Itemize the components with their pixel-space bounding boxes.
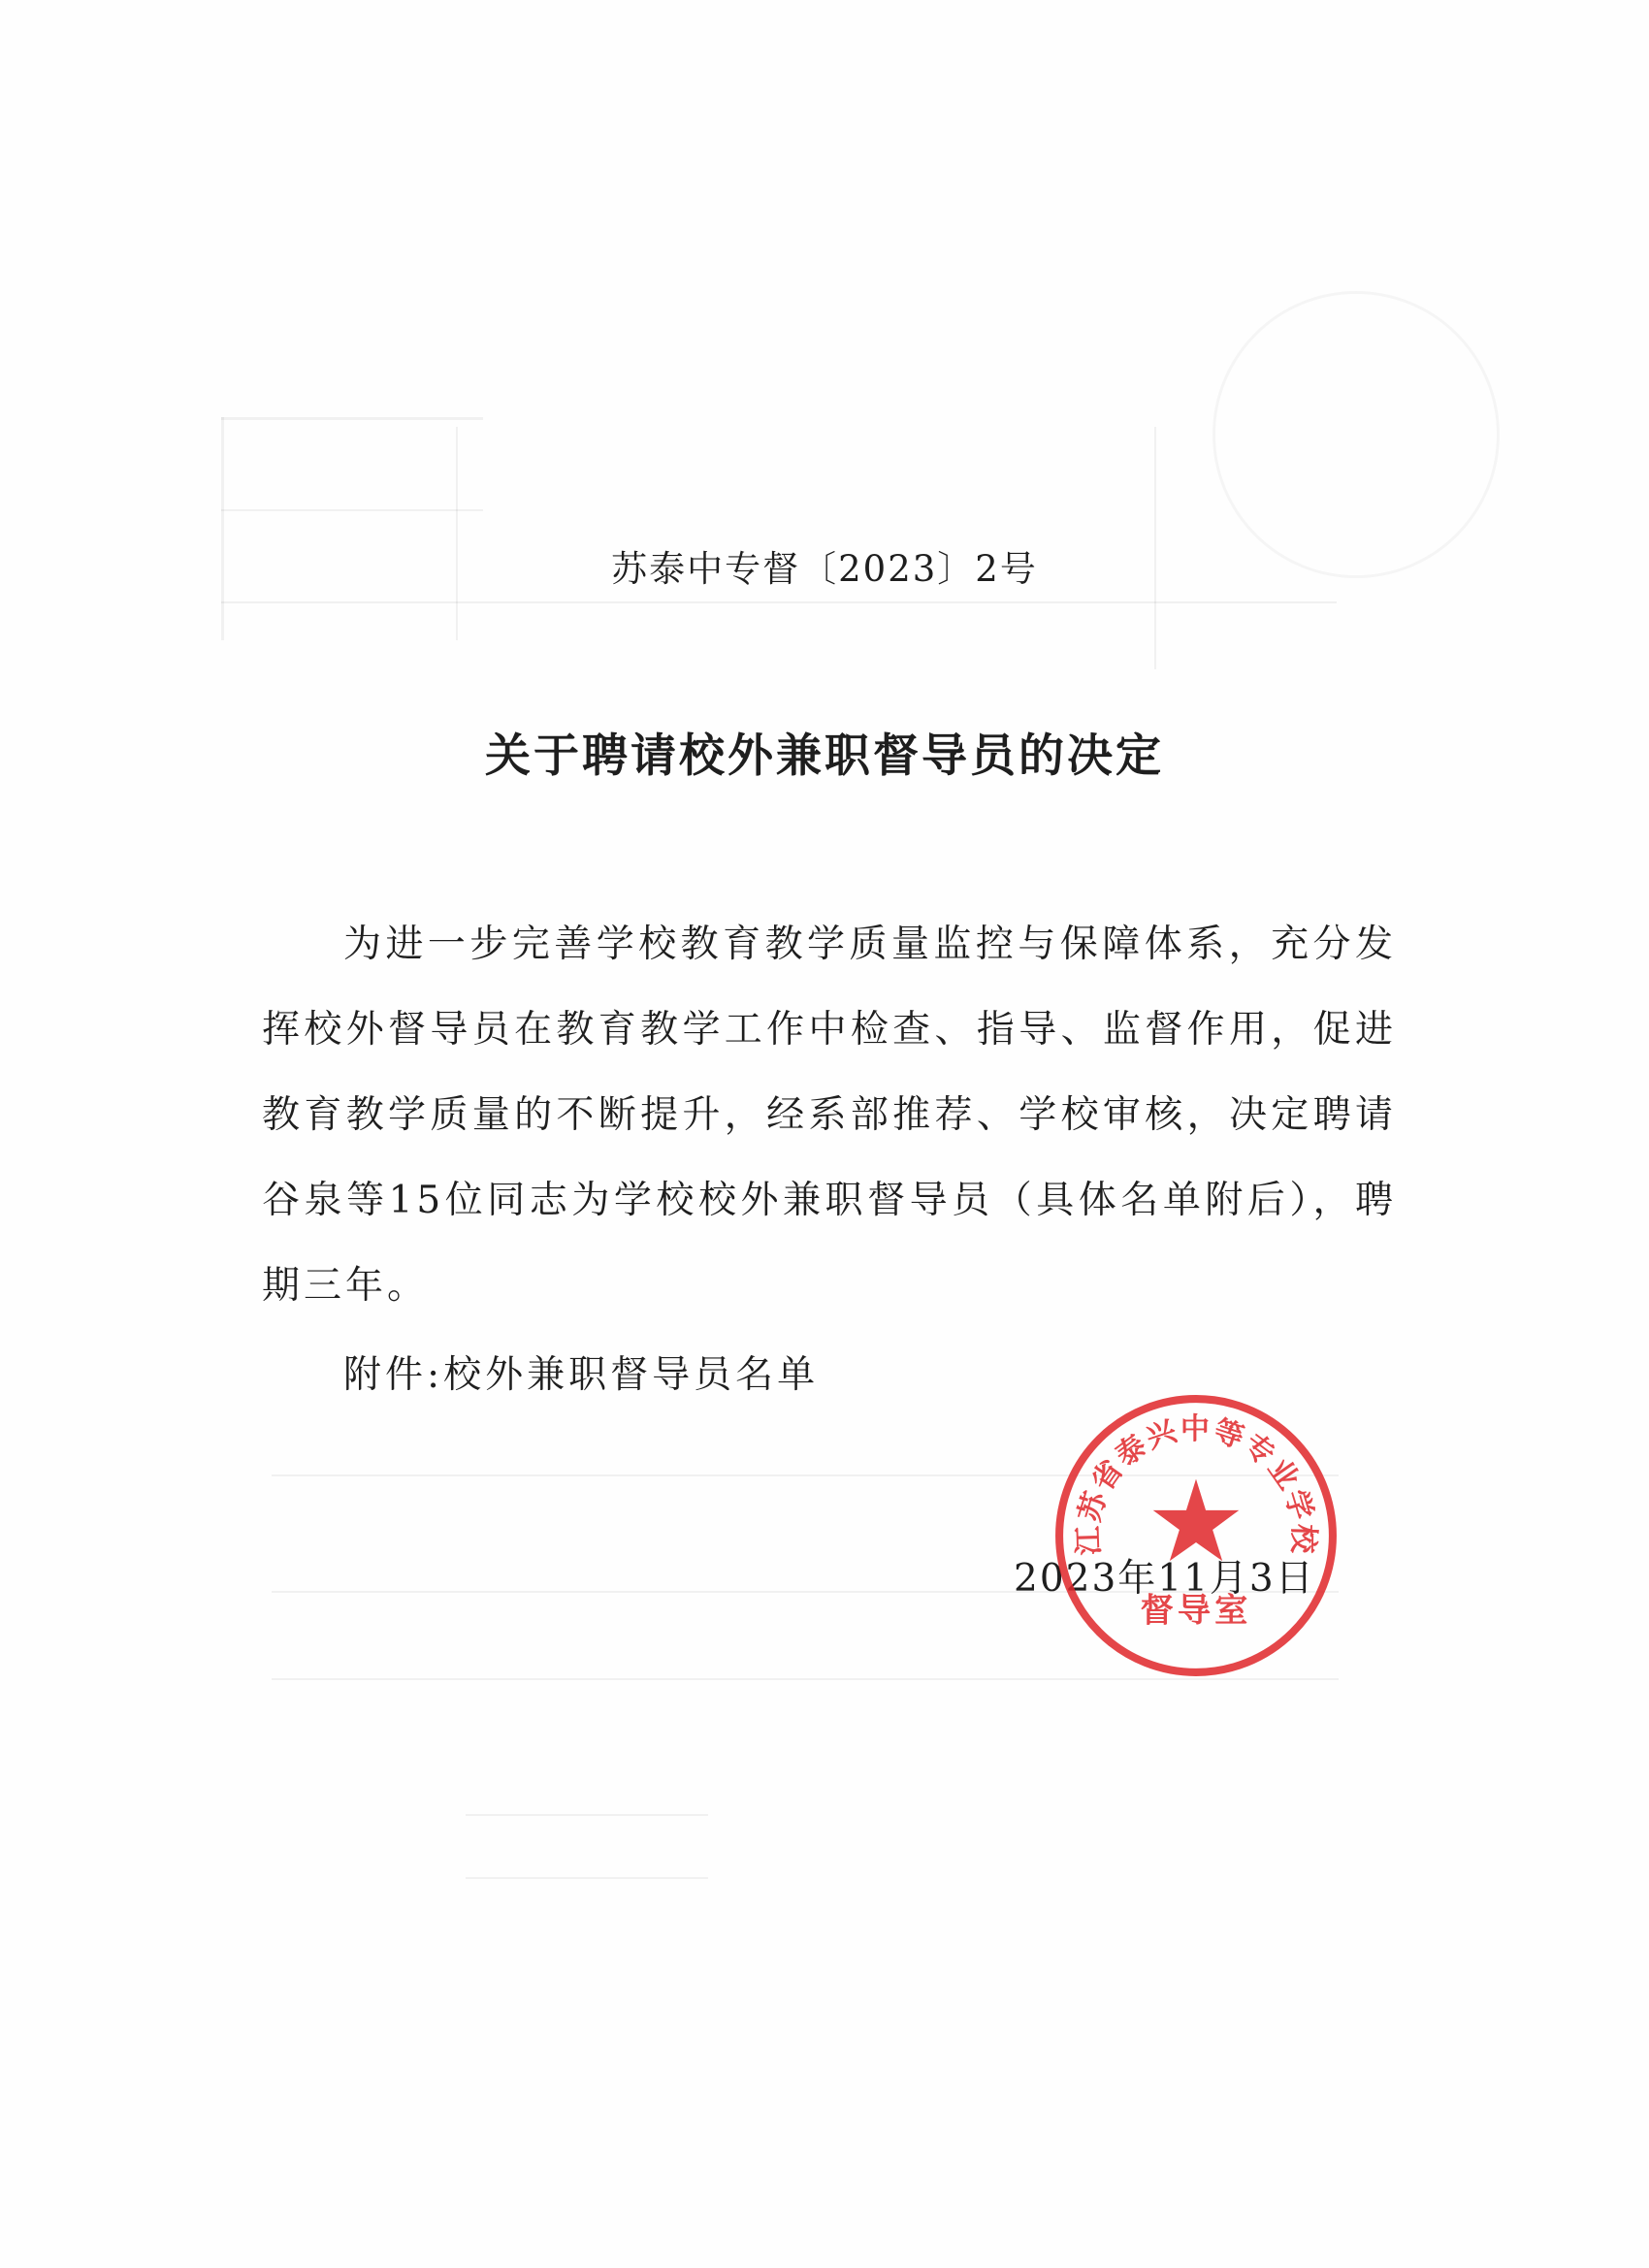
svg-text:督导室: 督导室	[1140, 1591, 1252, 1631]
document-date: 2023年11月3日	[1014, 1557, 1315, 1601]
red-star-icon	[1153, 1479, 1240, 1562]
official-seal	[1050, 1389, 1342, 1682]
attachment-line: 附件:校外兼职督导员名单	[343, 1353, 820, 1397]
svg-text:江苏省泰兴中等专业学校: 江苏省泰兴中等专业学校	[1071, 1412, 1321, 1556]
document-number: 苏泰中专督〔2023〕2号	[611, 548, 1038, 590]
document-title: 关于聘请校外兼职督导员的决定	[485, 729, 1164, 783]
document-body: 为进一步完善学校教育教学质量监控与保障体系，充分发挥校外督导员在教育教学工作中检查、指导、监督作用，促进教育教学质量的不断提升，经系部推荐、学校审核，决定聘请谷泉等15位同志为学校校外兼职督导员（具体名单附后），聘期三年。	[262, 923, 1397, 1308]
